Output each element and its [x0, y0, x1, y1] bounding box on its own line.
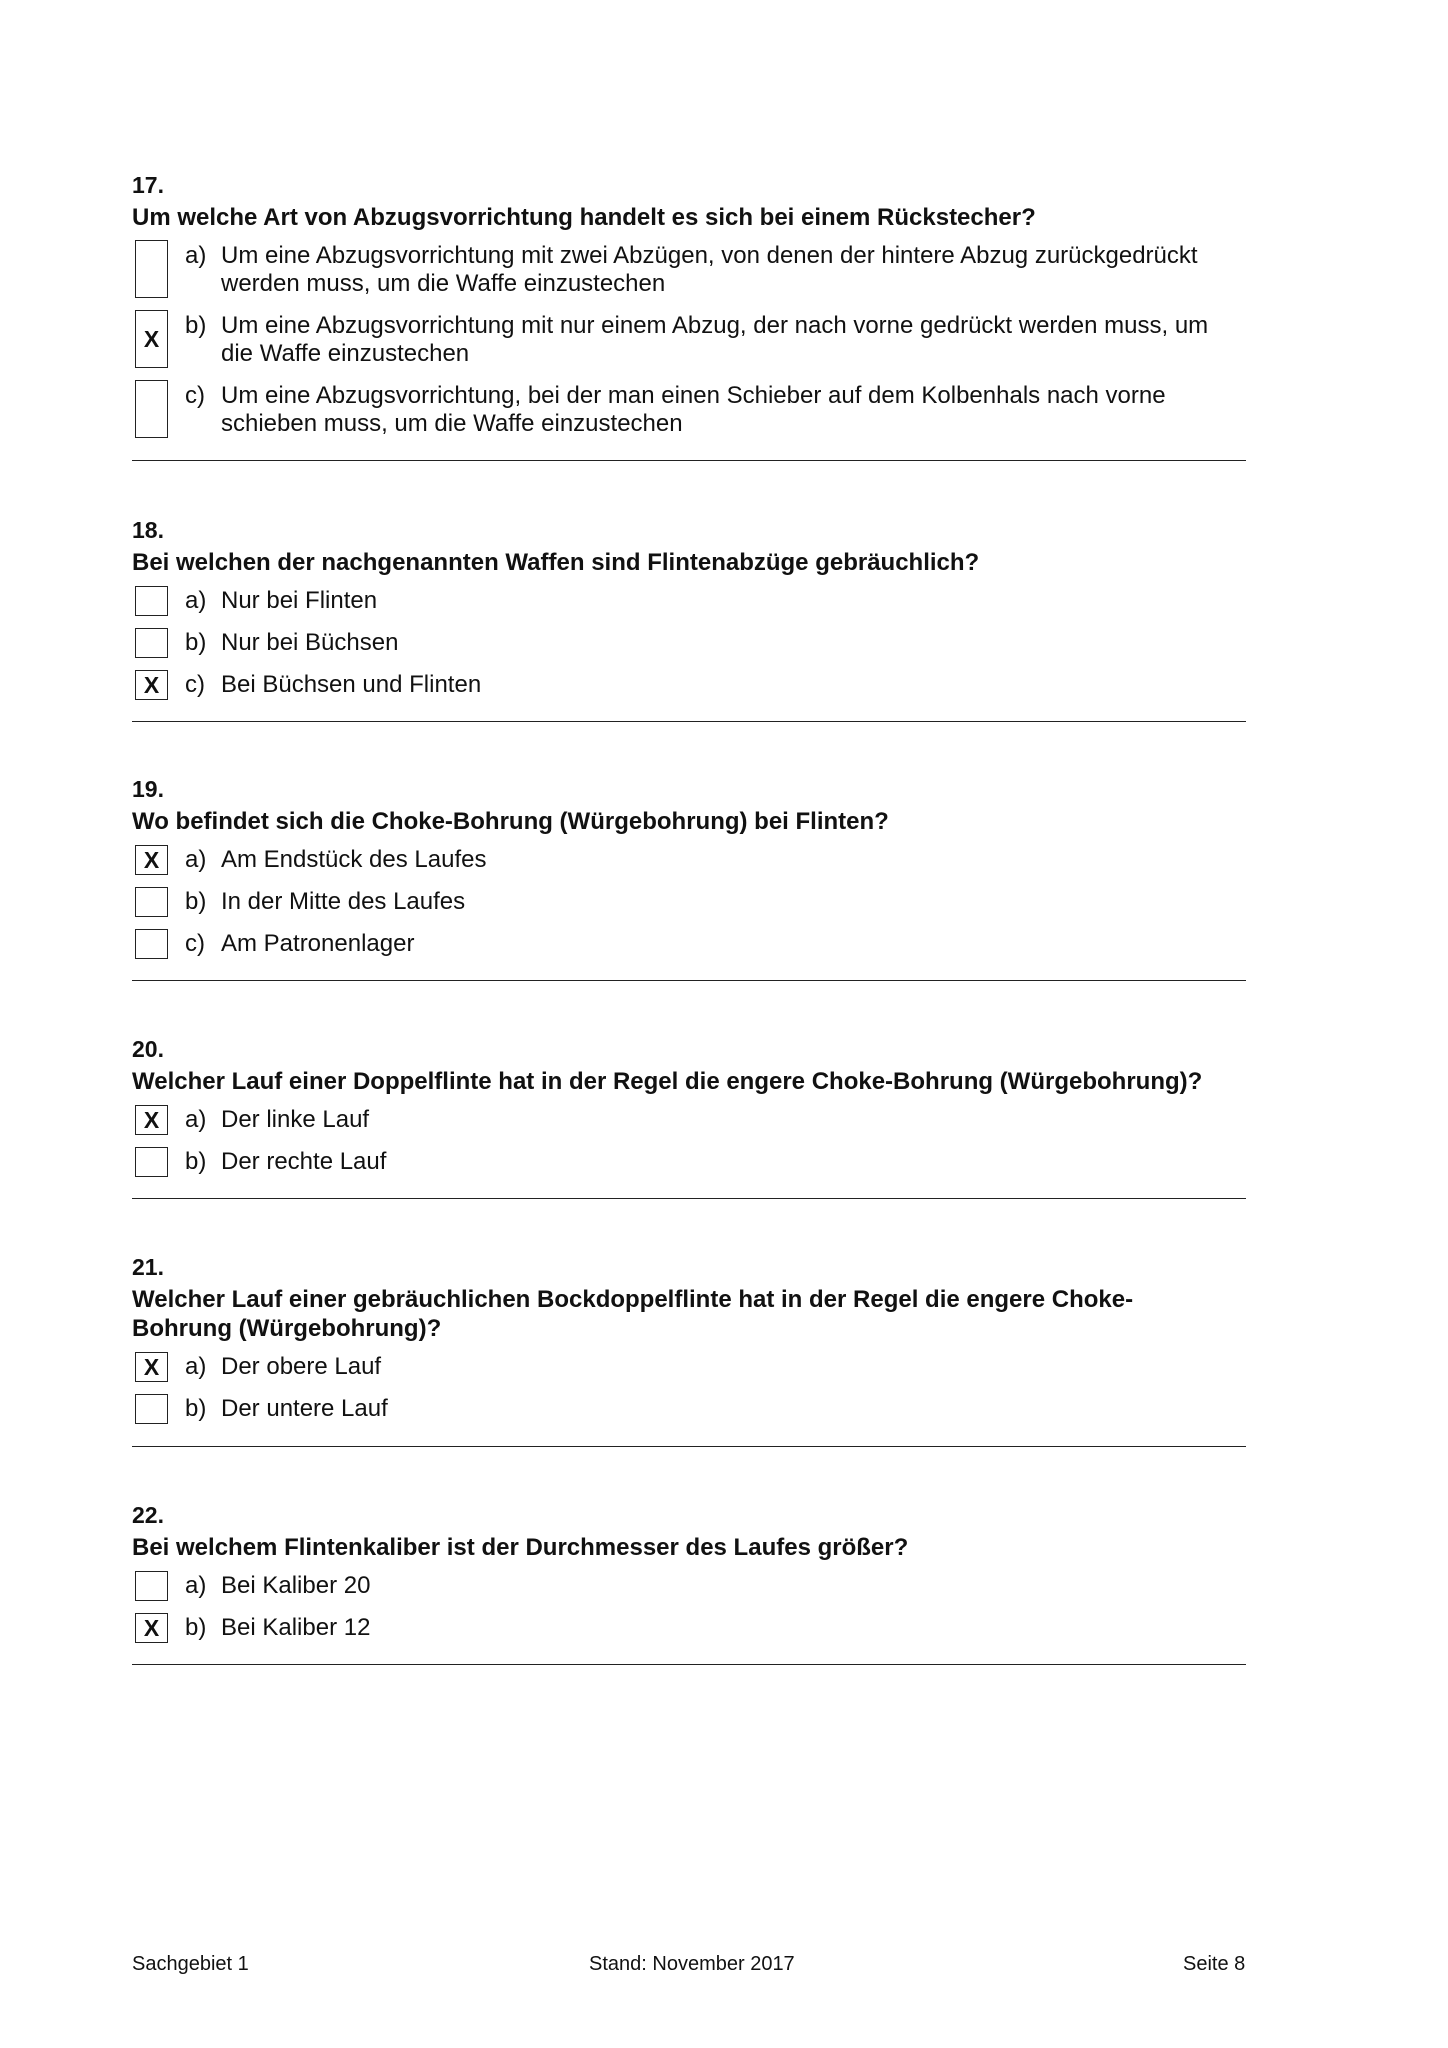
question-number: 19. — [132, 776, 164, 802]
answer-checkbox[interactable] — [135, 1571, 168, 1601]
answer-checkbox[interactable]: X — [135, 845, 168, 875]
answer-option-c[interactable] — [132, 924, 1246, 966]
option-text: Der rechte Lauf — [221, 1148, 387, 1175]
answer-checkbox[interactable]: X — [135, 310, 168, 368]
answer-option-a[interactable] — [132, 236, 1246, 306]
option-letter: a) — [185, 1353, 207, 1380]
question-text: Bei welchen der nachgenannten Waffen sind Flintenabzüge gebräuchlich? — [132, 549, 980, 576]
option-letter: b) — [185, 1614, 207, 1641]
question-text: Welcher Lauf einer gebräuchlichen Bockdoppelflinte hat in der Regel die engere Choke-Bohrung (Würgebohrung)? — [132, 1286, 1134, 1342]
footer-page-number: Seite 8 — [1183, 1953, 1246, 1975]
question-20 — [132, 1034, 1246, 1199]
question-17 — [132, 170, 1246, 461]
answer-option-a[interactable] — [132, 1566, 1246, 1608]
question-19 — [132, 774, 1246, 981]
footer-subject: Sachgebiet 1 — [132, 1953, 249, 1975]
option-text: In der Mitte des Laufes — [221, 888, 466, 915]
question-22 — [132, 1500, 1246, 1665]
option-text: Am Patronenlager — [221, 930, 415, 957]
answer-checkbox[interactable]: X — [135, 1105, 168, 1135]
answer-option-c[interactable] — [132, 665, 1246, 707]
answer-checkbox[interactable] — [135, 586, 168, 616]
question-text: Bei welchem Flintenkaliber ist der Durchmesser des Laufes größer? — [132, 1534, 909, 1561]
question-number: 22. — [132, 1502, 164, 1528]
option-text: Nur bei Flinten — [221, 587, 378, 614]
option-letter: b) — [185, 312, 207, 339]
option-letter: b) — [185, 629, 207, 656]
answer-option-b[interactable] — [132, 1389, 1246, 1431]
answer-checkbox[interactable] — [135, 1394, 168, 1424]
answer-option-c[interactable] — [132, 376, 1246, 446]
option-letter: a) — [185, 1572, 207, 1599]
answer-checkbox[interactable] — [135, 380, 168, 438]
option-text: Der untere Lauf — [221, 1395, 388, 1422]
answer-option-a[interactable] — [132, 581, 1246, 623]
question-number: 21. — [132, 1254, 164, 1280]
answer-option-b[interactable] — [132, 1142, 1246, 1184]
option-text: Der linke Lauf — [221, 1106, 370, 1133]
option-letter: a) — [185, 242, 207, 269]
option-letter: b) — [185, 1148, 207, 1175]
answer-option-a[interactable] — [132, 840, 1246, 882]
answer-checkbox[interactable] — [135, 887, 168, 917]
answer-checkbox[interactable] — [135, 1147, 168, 1177]
option-text: Nur bei Büchsen — [221, 629, 399, 656]
answer-option-a[interactable] — [132, 1347, 1246, 1389]
question-text: Welcher Lauf einer Doppelflinte hat in der Regel die engere Choke-Bohrung (Würgebohrung)? — [132, 1068, 1203, 1095]
option-letter: c) — [185, 382, 205, 409]
footer-date: Stand: November 2017 — [589, 1953, 795, 1975]
option-text: Bei Kaliber 20 — [221, 1572, 371, 1599]
option-text: Bei Büchsen und Flinten — [221, 671, 482, 698]
option-letter: b) — [185, 1395, 207, 1422]
option-letter: a) — [185, 846, 207, 873]
answer-checkbox[interactable]: X — [135, 1352, 168, 1382]
answer-option-b[interactable] — [132, 306, 1246, 376]
option-text: Um eine Abzugsvorrichtung, bei der man einen Schieber auf dem Kolbenhals nach vorne schieben muss, um die Waffe einzustechen — [221, 382, 1166, 437]
answer-option-a[interactable] — [132, 1100, 1246, 1142]
answer-checkbox[interactable] — [135, 929, 168, 959]
question-number: 18. — [132, 517, 164, 543]
answer-checkbox[interactable] — [135, 628, 168, 658]
question-21 — [132, 1252, 1246, 1447]
option-letter: c) — [185, 930, 205, 957]
option-letter: b) — [185, 888, 207, 915]
question-text: Wo befindet sich die Choke-Bohrung (Würgebohrung) bei Flinten? — [132, 808, 889, 835]
question-number: 17. — [132, 172, 164, 198]
answer-option-b[interactable] — [132, 623, 1246, 665]
question-18 — [132, 515, 1246, 722]
question-number: 20. — [132, 1036, 164, 1062]
answer-checkbox[interactable]: X — [135, 1613, 168, 1643]
answer-option-b[interactable] — [132, 882, 1246, 924]
option-text: Um eine Abzugsvorrichtung mit zwei Abzügen, von denen der hintere Abzug zurückgedrückt werden muss, um die Waffe einzustechen — [221, 242, 1198, 297]
option-text: Bei Kaliber 12 — [221, 1614, 371, 1641]
question-text: Um welche Art von Abzugsvorrichtung handelt es sich bei einem Rückstecher? — [132, 204, 1036, 231]
answer-checkbox[interactable]: X — [135, 670, 168, 700]
option-letter: a) — [185, 587, 207, 614]
answer-option-b[interactable] — [132, 1608, 1246, 1650]
option-text: Um eine Abzugsvorrichtung mit nur einem Abzug, der nach vorne gedrückt werden muss, um die Waffe einzustechen — [221, 312, 1209, 367]
option-letter: a) — [185, 1106, 207, 1133]
option-text: Der obere Lauf — [221, 1353, 382, 1380]
answer-checkbox[interactable] — [135, 240, 168, 298]
option-letter: c) — [185, 671, 205, 698]
option-text: Am Endstück des Laufes — [221, 846, 487, 873]
